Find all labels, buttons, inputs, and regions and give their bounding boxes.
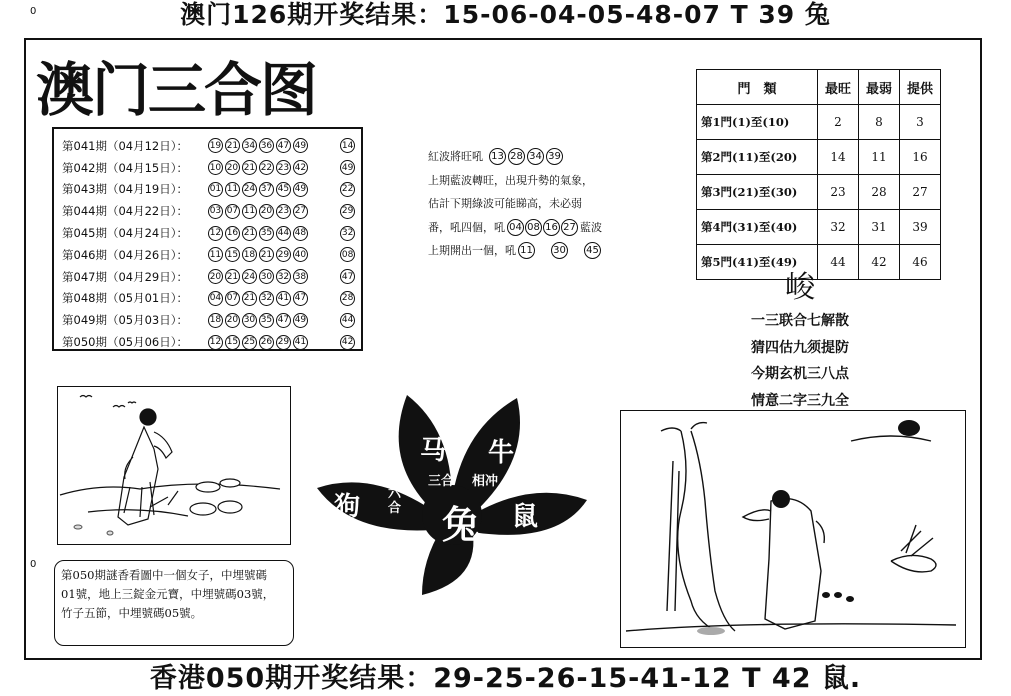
drawn-numbers — [208, 204, 330, 219]
table-row — [697, 175, 941, 210]
period-label: 第048期（05月01日）： — [62, 291, 188, 306]
number-ball: 15 — [225, 247, 240, 262]
history-row — [62, 331, 355, 353]
number-ball: 35 — [259, 313, 274, 328]
number-ball: 30 — [551, 242, 568, 259]
number-ball: 12 — [208, 335, 223, 350]
number-ball: 04 — [208, 291, 223, 306]
number-ball: 29 — [276, 247, 291, 262]
number-ball: 21 — [225, 138, 240, 153]
number-ball: 40 — [293, 247, 308, 262]
special-number-ball: 14 — [340, 138, 355, 153]
period-label: 第043期（04月19日）： — [62, 182, 188, 197]
special-number-ball: 08 — [340, 247, 355, 262]
flower-left-label: 狗 — [334, 492, 361, 522]
hint-line-2: 上期藍波轉旺，出現升勢的氣象， — [428, 173, 593, 187]
number-ball: 18 — [242, 247, 257, 262]
number-ball: 22 — [259, 160, 274, 175]
number-ball: 21 — [242, 226, 257, 241]
flower-top-left-label: 马 — [420, 436, 447, 466]
riddle-line: 第050期謎香看圖中一個女子，中埋號碼 — [61, 568, 267, 582]
number-ball: 45 — [276, 182, 291, 197]
woman-ingots-illustration — [57, 386, 291, 545]
flower-xiangchong-label: 相冲 — [472, 474, 499, 489]
special-number-ball: 29 — [340, 204, 355, 219]
hint-text: 紅波將旺吼 — [428, 150, 483, 163]
column-header: 提供 — [900, 70, 941, 105]
table-cell: 32 — [818, 210, 859, 245]
number-ball: 21 — [242, 291, 257, 306]
number-ball: 49 — [293, 182, 308, 197]
table-cell: 44 — [818, 245, 859, 280]
drawn-numbers — [208, 269, 330, 284]
poem-line: 猜四估九须提防 — [751, 339, 849, 356]
hint-numbers — [518, 242, 601, 259]
poem-line: 情意二字三九全 — [751, 392, 849, 409]
number-ball: 07 — [225, 204, 240, 219]
column-header: 最旺 — [818, 70, 859, 105]
number-ball: 12 — [208, 226, 223, 241]
number-ball: 47 — [276, 138, 291, 153]
hint-line-4 — [428, 216, 648, 240]
period-label: 第047期（04月29日）： — [62, 269, 188, 284]
number-ball: 01 — [208, 182, 223, 197]
special-number-ball: 47 — [340, 269, 355, 284]
poem-title: 峻 — [785, 270, 815, 305]
number-ball: 45 — [584, 242, 601, 259]
table-row — [697, 210, 941, 245]
number-ball: 47 — [293, 291, 308, 306]
poem-line: 今期玄机三八点 — [751, 366, 849, 382]
woman-tree-drawing — [621, 411, 965, 647]
corner-mark-top: 0 — [30, 6, 37, 17]
drawn-numbers — [208, 160, 330, 175]
number-ball: 11 — [225, 182, 240, 197]
column-header: 門 類 — [697, 70, 818, 105]
table-cell: 11 — [859, 140, 900, 175]
table-cell: 23 — [818, 175, 859, 210]
number-ball: 08 — [525, 219, 542, 236]
period-label: 第050期（05月06日）： — [62, 335, 188, 350]
number-ball: 07 — [225, 291, 240, 306]
history-row — [62, 244, 355, 266]
hint-line-5 — [428, 239, 648, 263]
special-number-ball: 28 — [340, 291, 355, 306]
door-range-cell: 第4門(31)至(40) — [697, 210, 818, 245]
number-ball: 11 — [242, 204, 257, 219]
special-number-ball: 49 — [340, 160, 355, 175]
number-ball: 48 — [293, 226, 308, 241]
table-cell: 2 — [818, 105, 859, 140]
door-range-cell: 第2門(11)至(20) — [697, 140, 818, 175]
number-ball: 20 — [225, 313, 240, 328]
number-ball: 19 — [208, 138, 223, 153]
hint-line-1 — [428, 145, 648, 169]
number-ball: 44 — [276, 226, 291, 241]
poem-block — [700, 268, 900, 414]
door-range-cell: 第3門(21)至(30) — [697, 175, 818, 210]
table-cell: 42 — [859, 245, 900, 280]
riddle-line: 竹子五節，中埋號碼05號。 — [61, 606, 203, 620]
number-ball: 39 — [546, 148, 563, 165]
number-ball: 16 — [225, 226, 240, 241]
table-header-row — [697, 70, 941, 105]
number-ball: 20 — [259, 204, 274, 219]
history-row — [62, 135, 355, 157]
drawn-numbers — [208, 138, 330, 153]
special-number-ball: 22 — [340, 182, 355, 197]
poem-line: 一三联合七解散 — [751, 313, 849, 329]
number-ball: 32 — [259, 291, 274, 306]
flower-right-label: 鼠 — [512, 502, 539, 532]
number-ball: 36 — [259, 138, 274, 153]
number-ball: 18 — [208, 313, 223, 328]
macau-result-header: 澳门126期开奖结果：15-06-04-05-48-07 T 39 兔 — [180, 0, 831, 29]
number-ball: 42 — [293, 160, 308, 175]
period-label: 第046期（04月26日）： — [62, 247, 188, 262]
number-ball: 21 — [259, 247, 274, 262]
drawn-numbers — [208, 313, 330, 328]
number-ball: 35 — [259, 226, 274, 241]
history-row — [62, 266, 355, 288]
table-cell: 27 — [900, 175, 941, 210]
hint-text: 番，吼四個，吼 — [428, 220, 505, 234]
number-ball: 13 — [489, 148, 506, 165]
hint-numbers — [489, 148, 563, 165]
number-ball: 11 — [208, 247, 223, 262]
special-number-ball: 42 — [340, 335, 355, 350]
table-row — [697, 105, 941, 140]
number-ball: 27 — [561, 219, 578, 236]
special-number-ball: 44 — [340, 313, 355, 328]
number-ball: 20 — [225, 160, 240, 175]
number-ball: 41 — [276, 291, 291, 306]
riddle-box — [54, 560, 294, 646]
number-ball: 28 — [508, 148, 525, 165]
period-label: 第049期（05月03日）： — [62, 313, 188, 328]
number-ball: 21 — [242, 160, 257, 175]
history-row — [62, 222, 355, 244]
period-label: 第042期（04月15日）： — [62, 160, 188, 175]
page-title: 澳门三合图 — [36, 56, 317, 124]
drawn-numbers — [208, 247, 330, 262]
drawn-numbers — [208, 335, 330, 350]
drawn-numbers — [208, 291, 330, 306]
number-ball: 11 — [518, 242, 535, 259]
number-ball: 24 — [242, 269, 257, 284]
hint-text: 上期開出一個，吼 — [428, 244, 516, 257]
table-cell: 39 — [900, 210, 941, 245]
table-cell: 46 — [900, 245, 941, 280]
number-ball: 20 — [208, 269, 223, 284]
history-row — [62, 309, 355, 331]
door-range-cell: 第1門(1)至(10) — [697, 105, 818, 140]
number-ball: 03 — [208, 204, 223, 219]
number-ball: 30 — [259, 269, 274, 284]
number-ball: 26 — [259, 335, 274, 350]
number-ball: 38 — [293, 269, 308, 284]
number-ball: 32 — [276, 269, 291, 284]
period-label: 第044期（04月22日）： — [62, 204, 188, 219]
table-cell: 16 — [900, 140, 941, 175]
table-cell: 8 — [859, 105, 900, 140]
drawn-numbers — [208, 182, 330, 197]
number-ball: 41 — [293, 335, 308, 350]
door-statistics-table — [696, 69, 941, 280]
zodiac-flower — [312, 390, 590, 600]
number-ball: 10 — [208, 160, 223, 175]
history-row — [62, 157, 355, 179]
number-ball: 24 — [242, 182, 257, 197]
number-ball: 37 — [259, 182, 274, 197]
number-ball: 27 — [293, 204, 308, 219]
hint-line-3: 估計下期綠波可能睇高，未必弱 — [428, 197, 582, 210]
history-row — [62, 179, 355, 201]
period-label: 第041期（04月12日）： — [62, 138, 188, 153]
hint-numbers — [507, 219, 578, 236]
color-wave-hint — [428, 145, 648, 263]
hongkong-result-footer: 香港050期开奖结果：29-25-26-15-41-12 T 42 鼠. — [149, 663, 862, 694]
riddle-line: 01號，地上三錠金元寶，中埋號碼03號， — [61, 587, 275, 601]
number-ball: 49 — [293, 313, 308, 328]
special-number-ball: 32 — [340, 226, 355, 241]
history-panel — [52, 127, 363, 351]
woman-tree-illustration — [620, 410, 966, 648]
flower-liuhe-label: 六合 — [388, 486, 402, 516]
flower-top-right-label: 牛 — [488, 438, 515, 468]
number-ball: 47 — [276, 313, 291, 328]
drawn-numbers — [208, 226, 330, 241]
table-cell: 3 — [900, 105, 941, 140]
table-cell: 28 — [859, 175, 900, 210]
woman-ingots-drawing — [58, 387, 290, 544]
hint-text: 藍波 — [580, 220, 602, 234]
number-ball: 34 — [527, 148, 544, 165]
corner-mark-bottom: 0 — [30, 559, 37, 570]
number-ball: 30 — [242, 313, 257, 328]
number-ball: 23 — [276, 204, 291, 219]
number-ball: 49 — [293, 138, 308, 153]
flower-center-label: 兔 — [442, 503, 481, 547]
period-label: 第045期（04月24日）： — [62, 226, 188, 241]
door-range-cell: 第5門(41)至(49) — [697, 245, 818, 280]
table-cell: 14 — [818, 140, 859, 175]
number-ball: 25 — [242, 335, 257, 350]
number-ball: 21 — [225, 269, 240, 284]
number-ball: 29 — [276, 335, 291, 350]
history-row — [62, 288, 355, 310]
history-row — [62, 200, 355, 222]
table-row — [697, 140, 941, 175]
number-ball: 04 — [507, 219, 524, 236]
number-ball: 23 — [276, 160, 291, 175]
number-ball: 15 — [225, 335, 240, 350]
number-ball: 34 — [242, 138, 257, 153]
table-cell: 31 — [859, 210, 900, 245]
column-header: 最弱 — [859, 70, 900, 105]
flower-sanhe-label: 三合 — [428, 474, 455, 489]
number-ball: 16 — [543, 219, 560, 236]
